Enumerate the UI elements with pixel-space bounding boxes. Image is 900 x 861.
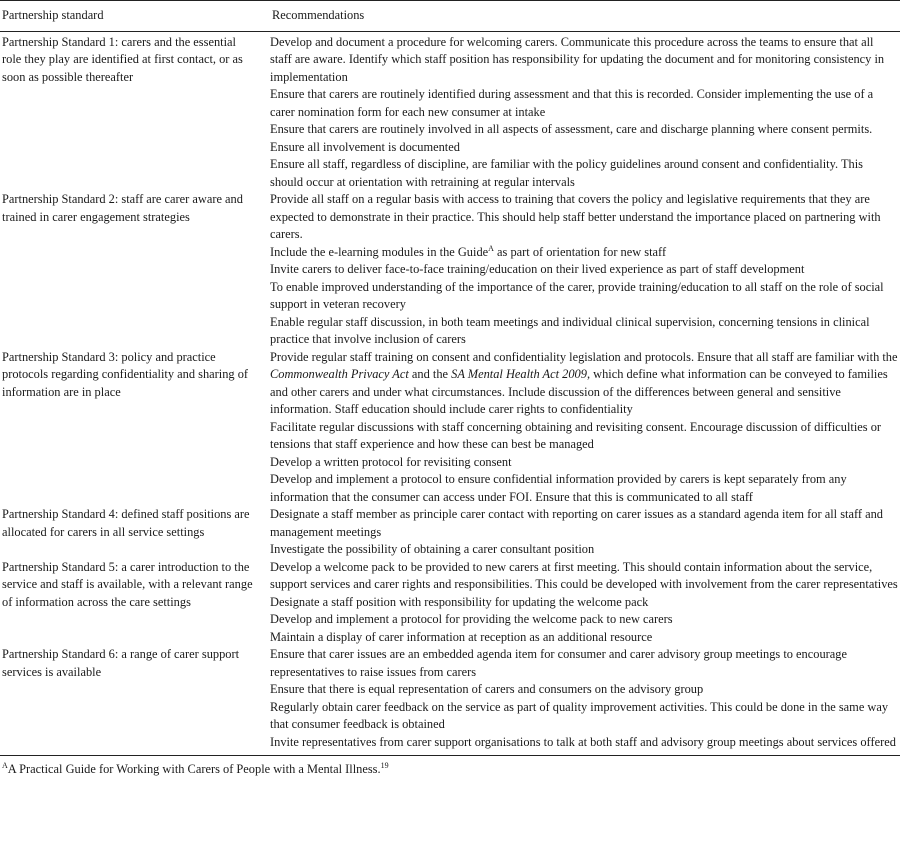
- recommendation-item: [270, 349, 898, 419]
- recommendation-item: Designate a staff member as principle carer contact with reporting on carer issues as a standard agenda item for all staff and management meetings: [270, 507, 883, 539]
- standard-cell: Partnership Standard 6: a range of carer support services is available: [2, 647, 240, 679]
- recommendation-item: Ensure that carer issues are an embedded agenda item for consumer and carer advisory group meetings to encourage representatives to raise issues from carers: [270, 647, 847, 679]
- recommendation-text-tail: as part of orientation for new staff: [493, 244, 667, 259]
- recommendation-item: [270, 244, 898, 262]
- table-footnote: [0, 756, 900, 778]
- recommendations-cell: [270, 646, 900, 755]
- table-row: [0, 349, 900, 507]
- recommendation-item: Develop and implement a protocol for providing the welcome pack to new carers: [270, 612, 673, 626]
- table-row: [0, 31, 900, 191]
- table-row: [0, 506, 900, 559]
- recommendation-item: Develop and document a procedure for welcoming carers. Communicate this procedure across the teams to ensure that all staff are aware. Identify which staff position has responsibility for updating the document and for monitoring consistency in implementation: [270, 34, 885, 84]
- recommendation-item: Designate a staff position with responsibility for updating the welcome pack: [270, 594, 649, 609]
- recommendation-item: To enable improved understanding of the importance of the carer, provide training/education to all staff on the role of social support in veteran recovery: [270, 279, 884, 311]
- recommendations-cell: [270, 506, 900, 559]
- table-row: [0, 191, 900, 349]
- column-header-standard: Partnership standard: [0, 1, 270, 32]
- legislation-name: SA Mental Health Act 2009: [451, 367, 587, 381]
- recommendation-item: Investigate the possibility of obtaining a carer consultant position: [270, 542, 595, 556]
- recommendation-text: and the: [408, 367, 452, 381]
- recommendation-text: Provide regular staff training on consent and confidentiality legislation and protocols. Ensure that all staff are familiar with the: [270, 349, 898, 364]
- standard-cell: Partnership Standard 2: staff are carer aware and trained in carer engagement strategies: [2, 192, 243, 224]
- standard-cell: Partnership Standard 3: policy and practice protocols regarding confidentiality and sharing of information are in place: [2, 349, 249, 399]
- recommendation-item: Maintain a display of carer information at reception as an additional resource: [270, 629, 653, 644]
- footnote-text: A Practical Guide for Working with Carers of People with a Mental Illness.: [7, 762, 381, 776]
- recommendation-item: Develop and implement a protocol to ensure confidential information provided by carers is kept separately from any information that the consumer can access under FOI. Ensure that this is communicated to all staff: [270, 472, 847, 504]
- recommendation-item: Invite carers to deliver face-to-face training/education on their lived experience as part of staff development: [270, 262, 805, 276]
- recommendation-item: Invite representatives from carer support organisations to talk at both staff and advisory group meetings about services offered: [270, 734, 896, 749]
- table-row: [0, 646, 900, 755]
- recommendation-item: Develop a written protocol for revisiting consent: [270, 454, 512, 469]
- recommendation-item: Ensure that carers are routinely identified during assessment and that this is recorded. Consider implementing the use of a carer nomination form for each new consumer at intake: [270, 87, 874, 119]
- recommendations-cell: [270, 559, 900, 647]
- recommendation-item: Facilitate regular discussions with staff concerning obtaining and revisiting consent. Encourage discussion of difficulties or tensions that staff experience and how these can best be managed: [270, 419, 882, 451]
- footnote-marker: A: [488, 243, 494, 253]
- recommendations-cell: [270, 349, 900, 507]
- recommendation-text: Include the e-learning modules in the Guide: [270, 244, 489, 259]
- recommendation-item: Provide all staff on a regular basis with access to training that covers the policy and legislative requirements that they are expected to demonstrate in their practice. This should help staff better understand the importance placed on partnering with carers.: [270, 192, 881, 241]
- recommendation-item: Ensure all staff, regardless of discipline, are familiar with the policy guidelines around consent and confidentiality. This should occur at orientation with retraining at regular intervals: [270, 157, 863, 189]
- recommendation-item: Enable regular staff discussion, in both team meetings and individual clinical supervision, concerning tensions in clinical practice that involve inclusion of carers: [270, 314, 870, 346]
- table-row: [0, 559, 900, 647]
- recommendation-text: , which define what information can be conveyed to families and other carers and under what circumstances. Include discussion of the differences between general and sensitive information. Staff education should include carer rights to confidentiality: [270, 367, 888, 416]
- recommendation-item: Ensure that carers are routinely involved in all aspects of assessment, care and discharge planning where consent permits. Ensure all involvement is documented: [270, 122, 873, 154]
- recommendation-item: Ensure that there is equal representation of carers and consumers on the advisory group: [270, 682, 704, 696]
- column-header-recommendations: Recommendations: [270, 1, 900, 32]
- recommendation-item: Develop a welcome pack to be provided to new carers at first meeting. This should contain information about the service, support services and carer rights and responsibilities. This could be developed with involvement from the carer representatives: [270, 559, 898, 591]
- standard-cell: Partnership Standard 4: defined staff positions are allocated for carers in all service settings: [2, 507, 250, 539]
- footnote-marker: A: [2, 760, 8, 770]
- legislation-name: Commonwealth Privacy Act: [270, 367, 409, 381]
- recommendations-cell: [270, 191, 900, 349]
- standard-cell: Partnership Standard 1: carers and the essential role they play are identified at first contact, or as soon as possible thereafter: [2, 34, 243, 84]
- recommendations-cell: [270, 31, 900, 191]
- footnote-reference: 19: [380, 760, 389, 770]
- table-header-row: [0, 1, 900, 32]
- standard-cell: Partnership Standard 5: a carer introduction to the service and staff is available, with a relevant range of information across the care settings: [2, 559, 253, 609]
- recommendation-item: Regularly obtain carer feedback on the service as part of quality improvement activities. This could be done in the same way that consumer feedback is obtained: [270, 699, 889, 731]
